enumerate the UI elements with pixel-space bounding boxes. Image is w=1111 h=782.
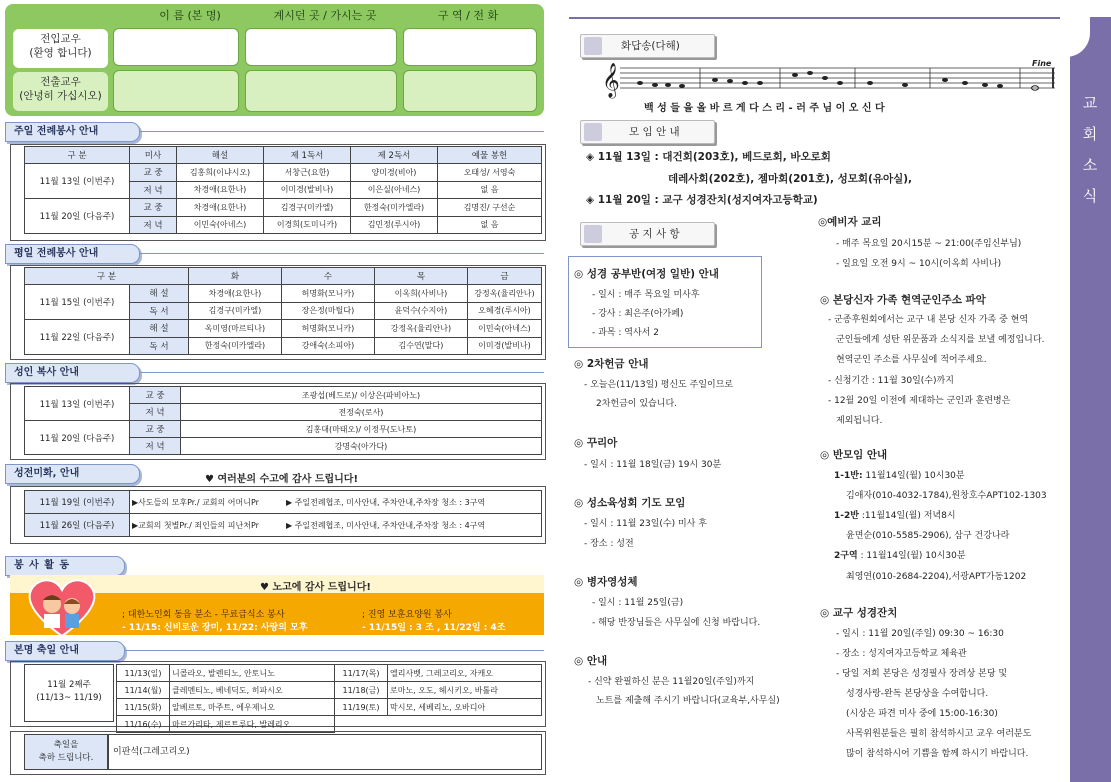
table-cell: 차경애(요한나) bbox=[177, 181, 264, 199]
table-row bbox=[117, 716, 542, 733]
table-cell: 장은정(마틸다) bbox=[281, 302, 374, 320]
table-cell: 이미경(발비나) bbox=[467, 337, 541, 355]
mass-cell: 저 녁 bbox=[130, 181, 177, 199]
beautification-table bbox=[24, 490, 542, 537]
date-cell: 11/18(금) bbox=[335, 682, 388, 699]
table-cell: 강명숙(아가다) bbox=[181, 438, 542, 455]
ban-meeting-item bbox=[834, 508, 956, 521]
side-tab-char: 식 bbox=[1082, 187, 1098, 205]
ban-detail: 윤면순(010-5585-2906), 삼구 건강나라 bbox=[846, 531, 1010, 541]
table-header: 해설 bbox=[177, 147, 264, 164]
feast-week-cell bbox=[24, 664, 114, 722]
sick-anointing-item: - 일시 : 11월 25일(금) bbox=[592, 598, 684, 608]
military-item: 제외됩니다. bbox=[836, 416, 883, 426]
names-cell: 엘리사벳, 그레고리오, 자캐오 bbox=[388, 665, 542, 682]
names-cell: 막시모, 세베리노, 오바디아 bbox=[388, 699, 542, 716]
meeting-title-box bbox=[580, 120, 715, 144]
hymn-title-box bbox=[580, 34, 715, 58]
ban-meeting-item bbox=[834, 548, 966, 561]
service-thanks: ♥ 노고에 감사 드립니다! bbox=[260, 582, 371, 593]
date-cell: 11/16(수) bbox=[117, 716, 170, 733]
kkuria-item: - 일시 : 11월 18일(금) 19시 30분 bbox=[584, 460, 722, 470]
ban-detail: 김애자(010-4032-1784),원창호수APT102-1303 bbox=[846, 491, 1047, 501]
bible-festival-item: 성경사랑-완독 본당상을 수여합니다. bbox=[846, 689, 989, 699]
names-cell: 로마노, 오도, 헤시키오, 바톨라 bbox=[388, 682, 542, 699]
week-cell: 11월 15일 (이번주) bbox=[25, 285, 130, 320]
table-row bbox=[25, 164, 542, 182]
military-item: - 신청기간 : 11월 30일(수)까지 bbox=[828, 376, 954, 386]
transfer-header-area: 구 역 / 전 화 bbox=[437, 9, 499, 22]
transfer-out-label-1: 전출교우 bbox=[40, 76, 81, 88]
ban-meeting-head: ◎ 반모임 안내 bbox=[820, 449, 888, 461]
ban-meeting-item bbox=[846, 528, 1009, 541]
beautification-title: 성전미화, 안내 bbox=[5, 464, 140, 484]
table-cell: 이옥희(사비나) bbox=[374, 285, 467, 303]
meeting-line-3: ◈ 11월 20일 : 교구 성경잔치(성지여자고등학교) bbox=[586, 194, 818, 206]
table-header: 예물 봉헌 bbox=[438, 147, 542, 164]
table-cell: 없 음 bbox=[438, 181, 542, 199]
military-item: - 군종후원회에서는 교구 내 본당 신자 가족 중 현역 bbox=[828, 315, 1029, 325]
date-cell bbox=[335, 716, 388, 733]
feast-week-line-1: 11월 2째주 bbox=[47, 680, 91, 690]
weekday-liturgy-title: 평일 전례봉사 안내 bbox=[5, 244, 140, 264]
table-cell: 조광섭(베드로)/ 이상은(파비아노) bbox=[181, 387, 542, 404]
table-header: 목 bbox=[374, 268, 467, 285]
names-cell bbox=[388, 716, 542, 733]
table-header: 구 분 bbox=[25, 147, 130, 164]
person-icon bbox=[584, 225, 602, 243]
transfer-header-place: 계시던 곳 / 가시는 곳 bbox=[273, 9, 377, 22]
heart-people-illustration bbox=[22, 576, 102, 638]
weekday-liturgy-table bbox=[24, 267, 542, 355]
transfer-out-place-field bbox=[245, 70, 397, 112]
section-divider bbox=[140, 253, 544, 254]
table-cell: 김명진/ 구선순 bbox=[438, 199, 542, 217]
section-divider bbox=[140, 372, 544, 373]
side-tab-text bbox=[1078, 88, 1102, 212]
bible-festival-item: - 장소 : 성지여자고등학교 체육관 bbox=[836, 649, 967, 659]
table-cell: 옥미영(마르티나) bbox=[188, 320, 281, 338]
transfer-out-name-field bbox=[113, 70, 239, 112]
week-cell: 11월 13일 (이번주) bbox=[25, 387, 130, 421]
week-cell: 11월 20일 (다음주) bbox=[25, 421, 130, 455]
sick-anointing-item: - 해당 반장님들은 사무실에 신청 바랍니다. bbox=[592, 618, 761, 628]
transfer-in-label-1: 전입교우 bbox=[40, 33, 81, 45]
meeting-line-2: 데레사회(202호), 젬마회(201호), 성모회(유아실), bbox=[668, 173, 913, 185]
table-cell: 오태성/ 서영숙 bbox=[438, 164, 542, 182]
table-cell: 한정숙(미카엘라) bbox=[351, 199, 438, 217]
table-cell: 차경애(요한나) bbox=[177, 199, 264, 217]
date-cell: 11/15(화) bbox=[117, 699, 170, 716]
mass-cell: 저 녁 bbox=[130, 438, 181, 455]
transfer-box bbox=[5, 4, 544, 116]
ban-detail: 최영연(010-2684-2204),서광APT가동1202 bbox=[846, 572, 1027, 582]
table-cell: 차경애(요한나) bbox=[188, 285, 281, 303]
notice-title-box bbox=[580, 222, 715, 246]
ban-meeting-item bbox=[846, 488, 1047, 501]
altar-servers-table bbox=[24, 386, 542, 455]
table-cell: 오혜경(루시아) bbox=[467, 302, 541, 320]
names-cell: 알베르토, 마주트, 에우제니오 bbox=[170, 699, 335, 716]
week-cell: 11월 13일 (이번주) bbox=[25, 164, 130, 199]
table-row bbox=[25, 320, 542, 338]
service-title: 봉 사 활 동 bbox=[5, 556, 125, 576]
ban-label: 2구역 bbox=[834, 551, 858, 561]
table-row bbox=[25, 285, 542, 303]
hymn-lyrics: 백 성 들 을 올 바 르 게 다 스 리 - 러 주 님 이 오 신 다 bbox=[644, 103, 885, 114]
notice-title: 공 지 사 항 bbox=[629, 228, 680, 240]
section-divider bbox=[125, 650, 544, 651]
table-cell: 전정숙(로사) bbox=[181, 404, 542, 421]
bible-festival-item: - 일시 : 11월 20일(주일) 09:30 ~ 16:30 bbox=[836, 629, 1004, 639]
bible-study-head: ◎ 성경 공부반(여정 일반) 안내 bbox=[574, 268, 719, 280]
transfer-in-label-2: (환영 합니다) bbox=[29, 47, 92, 59]
table-row bbox=[25, 491, 542, 514]
person-icon bbox=[584, 37, 602, 55]
table-header: 수 bbox=[281, 268, 374, 285]
table-cell: 이미경(발비나) bbox=[264, 181, 351, 199]
mass-cell: 교 중 bbox=[130, 387, 181, 404]
role-cell: 독 서 bbox=[130, 337, 189, 355]
bible-study-item: - 과목 : 역사서 2 bbox=[592, 328, 659, 338]
date-cell: 11/13(일) bbox=[117, 665, 170, 682]
second-collection-item: 2차헌금이 있습니다. bbox=[596, 399, 678, 409]
feast-days-title: 본명 축일 안내 bbox=[5, 641, 125, 661]
table-row bbox=[25, 387, 542, 404]
role-cell: 독 서 bbox=[130, 302, 189, 320]
table-cell: ▶ 주일전례협조, 미사안내, 주차안내,주차장 청소 : 3구역 bbox=[284, 491, 542, 514]
side-tab-char: 교 bbox=[1082, 94, 1098, 112]
ban-label: 1-2반 bbox=[834, 511, 859, 521]
bible-festival-item: (시상은 파견 미사 중에 15:00-16:30) bbox=[846, 709, 998, 719]
kkuria-head: ◎ 꾸리아 bbox=[574, 437, 618, 449]
bible-festival-item: - 당일 저희 본당은 성경필사 장려상 본당 및 bbox=[836, 669, 1008, 679]
table-row bbox=[25, 421, 542, 438]
table-cell: 윤덕수(수지아) bbox=[374, 302, 467, 320]
meeting-line-1: ◈ 11월 13일 : 대건회(203호), 베드로회, 바오로회 bbox=[586, 151, 831, 163]
ban-label: 1-1반: bbox=[834, 471, 863, 481]
table-cell: 이민숙(아네스) bbox=[177, 216, 264, 234]
table-header: 제 1독서 bbox=[264, 147, 351, 164]
military-item: 현역군인 주소를 사무실에 적어주세요. bbox=[836, 355, 987, 365]
table-cell: 강애숙(소피아) bbox=[281, 337, 374, 355]
table-cell: 김경구(미카엘) bbox=[264, 199, 351, 217]
ban-meeting-item bbox=[834, 468, 965, 481]
table-cell: 강정옥(율리안나) bbox=[467, 285, 541, 303]
week-cell: 11월 19일 (이번주) bbox=[25, 491, 130, 514]
table-cell: 김홍대(마태오)/ 이정무(도나토) bbox=[181, 421, 542, 438]
transfer-in-name-field bbox=[113, 28, 239, 66]
table-cell: 김수연(말다) bbox=[374, 337, 467, 355]
table-cell: 김민정(루시아) bbox=[351, 216, 438, 234]
mass-cell: 교 중 bbox=[130, 199, 177, 217]
ban-detail: : 11월14일(월) 10시30분 bbox=[857, 551, 966, 561]
table-header: 미사 bbox=[130, 147, 177, 164]
congrats-line-1: 축일을 bbox=[53, 740, 79, 750]
table-row bbox=[25, 514, 542, 537]
mass-cell: 저 녁 bbox=[130, 404, 181, 421]
rosary-item: - 장소 : 성전 bbox=[584, 539, 634, 549]
rosary-item: - 일시 : 11월 23일(수) 미사 후 bbox=[584, 519, 707, 529]
service-line-1a: ; 대한노인회 동읍 분소 - 무료급식소 봉사 bbox=[122, 610, 285, 620]
week-cell: 11월 22일 (다음주) bbox=[25, 320, 130, 355]
military-head: ◎ 본당신자 가족 현역군인주소 파악 bbox=[820, 294, 986, 306]
second-collection-head: ◎ 2차헌금 안내 bbox=[574, 358, 649, 370]
ban-detail: :11월14일(월) 저녁8시 bbox=[858, 511, 956, 521]
beautification-thanks: ♥ 여러분의 수고에 감사 드립니다! bbox=[205, 474, 359, 485]
side-tab-char: 회 bbox=[1082, 125, 1098, 143]
section-divider bbox=[140, 131, 544, 132]
service-line-1b: ; 진영 보훈요양원 봉사 bbox=[362, 610, 452, 620]
table-header: 화 bbox=[188, 268, 281, 285]
table-header: 금 bbox=[467, 268, 541, 285]
bible-festival-head: ◎ 교구 성경잔치 bbox=[820, 607, 898, 619]
table-row bbox=[25, 199, 542, 217]
bible-festival-item: 사목위원분들은 필히 참석하시고 교우 여러분도 bbox=[846, 729, 1032, 739]
rosary-head: ◎ 성소육성회 기도 모임 bbox=[574, 497, 686, 509]
transfer-out-label bbox=[13, 72, 108, 111]
table-cell: 이경희(도미니카) bbox=[264, 216, 351, 234]
catechumen-head: ◎예비자 교리 bbox=[818, 216, 882, 228]
catechumen-item: - 일요일 오전 9시 ~ 10시(이옥희 사비나) bbox=[836, 259, 1002, 269]
congrats-line-2: 축하 드립니다. bbox=[38, 753, 94, 763]
table-cell: 김경구(미카엘) bbox=[188, 302, 281, 320]
mass-cell: 교 중 bbox=[130, 164, 177, 182]
hymn-title: 화답송(다해) bbox=[621, 40, 680, 52]
bible-study-item: - 강사 : 최은주(아가페) bbox=[592, 309, 684, 319]
table-cell: 한정숙(미카엘라) bbox=[188, 337, 281, 355]
bible-festival-item: 많이 참석하시어 기쁨을 함께 하시기 바랍니다. bbox=[846, 749, 1029, 759]
sunday-liturgy-table bbox=[24, 146, 542, 234]
table-cell: 이민숙(아네스) bbox=[467, 320, 541, 338]
military-item: - 12월 20일 이전에 제대하는 군인과 훈련병은 bbox=[828, 396, 1011, 406]
svg-text:𝄞: 𝄞 bbox=[602, 63, 620, 98]
date-cell: 11/19(토) bbox=[335, 699, 388, 716]
transfer-out-area-field bbox=[403, 70, 537, 112]
table-cell: ▶교회의 첫별Pr./ 죄인들의 피난처Pr bbox=[130, 514, 285, 537]
transfer-in-place-field bbox=[245, 28, 397, 66]
table-cell: 허명화(모니카) bbox=[281, 320, 374, 338]
table-cell: 허명화(모니카) bbox=[281, 285, 374, 303]
catechumen-item: - 매주 목요일 20시15분 ~ 21:00(주임신부님) bbox=[836, 239, 1022, 249]
table-cell: 강정옥(율리안나) bbox=[374, 320, 467, 338]
week-cell: 11월 20일 (다음주) bbox=[25, 199, 130, 234]
sunday-liturgy-title: 주일 전례봉사 안내 bbox=[5, 122, 140, 142]
guide-head: ◎ 안내 bbox=[574, 655, 608, 667]
date-cell: 11/17(목) bbox=[335, 665, 388, 682]
week-cell: 11월 26일 (다음주) bbox=[25, 514, 130, 537]
mass-cell: 저 녁 bbox=[130, 216, 177, 234]
table-cell: ▶사도들의 모후Pr./ 교회의 어머니Pr bbox=[130, 491, 285, 514]
service-line-2a: - 11/15: 신비로운 장미, 11/22: 사랑의 모후 bbox=[122, 623, 308, 633]
transfer-in-label bbox=[13, 29, 108, 68]
service-line-2b: - 11/15일 : 3 조 , 11/22일 : 4조 bbox=[362, 623, 506, 633]
table-cell: 서창근(요한) bbox=[264, 164, 351, 182]
table-cell: 없 음 bbox=[438, 216, 542, 234]
guide-item: - 신약 완필하신 분은 11월20일(주일)까지 bbox=[588, 677, 755, 687]
military-item: 군인들에게 성탄 위문품과 소식지를 보낼 예정입니다. bbox=[836, 335, 1045, 345]
ban-detail: 11월14일(월) 10시30분 bbox=[862, 471, 965, 481]
transfer-in-area-field bbox=[403, 28, 537, 66]
feast-week-line-2: (11/13~ 11/19) bbox=[36, 693, 102, 703]
fine-mark: Fine bbox=[1032, 60, 1052, 68]
names-cell: 니콜라오, 발렌티노, 안토니노 bbox=[170, 665, 335, 682]
table-header: 제 2독서 bbox=[351, 147, 438, 164]
feast-days-table bbox=[116, 664, 542, 733]
bible-study-item: - 일시 : 매주 목요일 미사후 bbox=[592, 290, 700, 300]
names-cell: 클레멘티노, 베네딕도, 히파시오 bbox=[170, 682, 335, 699]
person-icon bbox=[584, 123, 602, 141]
ban-meeting-item bbox=[846, 569, 1026, 582]
transfer-out-label-2: (안녕히 가십시오) bbox=[19, 90, 102, 102]
second-collection-item: - 오늘은(11/13일) 평신도 주일이므로 bbox=[584, 380, 734, 390]
side-tab-char: 소 bbox=[1082, 156, 1098, 174]
table-row bbox=[117, 699, 542, 716]
table-header: 구 분 bbox=[25, 268, 189, 285]
congrats-label bbox=[24, 734, 108, 770]
guide-item: 노트를 제출해 주시기 바랍니다(교육부,사무실) bbox=[596, 696, 780, 706]
transfer-header-name: 이 름 (본 명) bbox=[159, 9, 221, 22]
right-top-line bbox=[569, 17, 1070, 19]
date-cell: 11/14(월) bbox=[117, 682, 170, 699]
table-row bbox=[117, 682, 542, 699]
music-score bbox=[600, 60, 1060, 102]
role-cell: 해 설 bbox=[130, 320, 189, 338]
meeting-title: 모 임 안 내 bbox=[629, 126, 680, 138]
sick-anointing-head: ◎ 병자영성체 bbox=[574, 576, 638, 588]
names-cell: 마르가리타, 제르트루다, 발레리오 bbox=[170, 716, 335, 733]
table-cell: 김홍희(이냐시오) bbox=[177, 164, 264, 182]
altar-servers-title: 성인 복사 안내 bbox=[5, 363, 140, 383]
role-cell: 해 설 bbox=[130, 285, 189, 303]
table-cell: 이은실(아네스) bbox=[351, 181, 438, 199]
table-cell: ▶ 주일전례협조, 미사안내, 주차안내,주차장 청소 : 4구역 bbox=[284, 514, 542, 537]
mass-cell: 교 중 bbox=[130, 421, 181, 438]
congrats-name: 이판석(그레고리오) bbox=[108, 734, 542, 770]
table-cell: 양미경(비아) bbox=[351, 164, 438, 182]
table-row bbox=[117, 665, 542, 682]
